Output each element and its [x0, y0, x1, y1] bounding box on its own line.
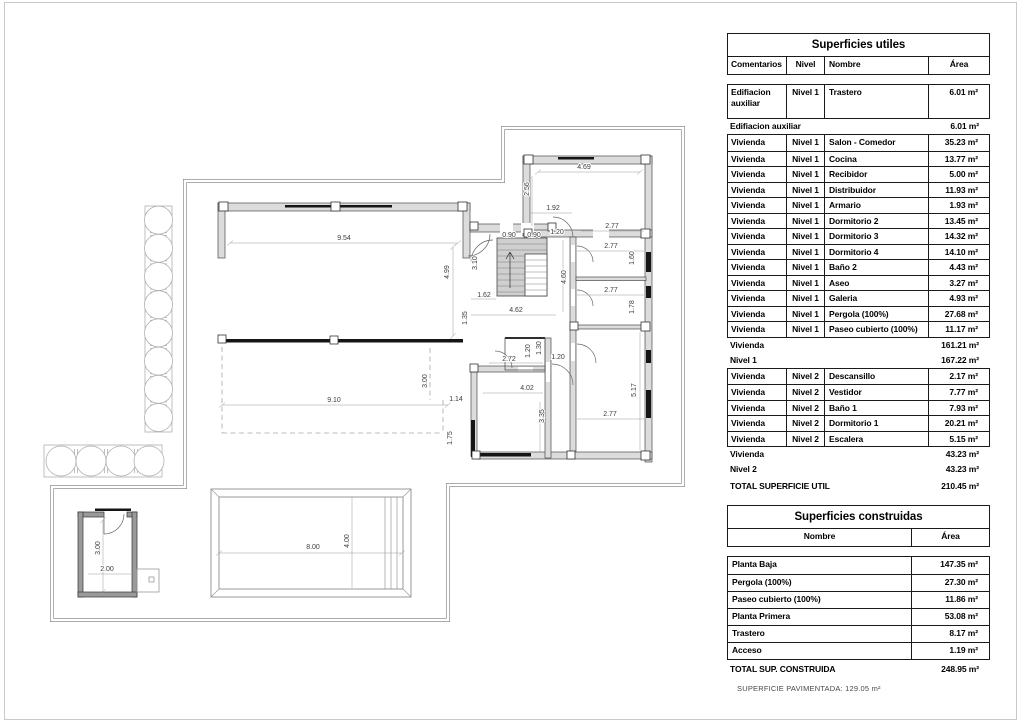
- table-row: [728, 306, 989, 322]
- table-row: [728, 135, 989, 151]
- table-row: [728, 591, 989, 608]
- dim-label: 2.77: [604, 287, 618, 294]
- cell-nivel: Nivel 1: [786, 322, 824, 337]
- summary-label: Edifiacion auxiliar: [730, 121, 801, 131]
- total-value: 210.45 m²: [941, 481, 979, 491]
- cell-nombre: Pergola (100%): [732, 577, 792, 587]
- col-header-comentarios: Comentarios: [731, 59, 782, 69]
- superficies-utiles-table: [727, 33, 990, 494]
- cell-comentarios: Vivienda: [731, 184, 766, 195]
- cell-nivel: Nivel 2: [786, 369, 824, 385]
- cell-area: 5.15 m²: [928, 432, 989, 447]
- cell-area: 6.01 m²: [928, 85, 989, 118]
- table-row: [728, 85, 989, 118]
- dim-label: 2.00: [100, 566, 114, 573]
- cell-area: 5.00 m²: [928, 167, 989, 182]
- summary-value: 6.01 m²: [950, 121, 979, 131]
- cell-area: 1.93 m²: [928, 198, 989, 213]
- cell-area: 14.10 m²: [928, 245, 989, 260]
- summary-row: [727, 338, 990, 353]
- cell-area: 7.93 m²: [928, 401, 989, 416]
- house-walls: [218, 156, 652, 462]
- dim-label: 3.35: [539, 409, 546, 423]
- summary-label: Vivienda: [730, 449, 765, 459]
- summary-value: 43.23 m²: [945, 464, 979, 474]
- cell-comentarios: Vivienda: [731, 246, 766, 257]
- col-header-area: Área: [928, 57, 989, 74]
- dim-label: 4.60: [561, 270, 568, 284]
- dim-label: 4.00: [344, 534, 351, 548]
- table-row: [728, 431, 989, 447]
- utiles-header-box: [727, 33, 990, 75]
- cell-nivel: Nivel 1: [786, 183, 824, 198]
- table-row: [728, 400, 989, 416]
- summary-label: Vivienda: [730, 339, 765, 350]
- table-row: [728, 415, 989, 431]
- cell-nivel: Nivel 1: [786, 229, 824, 244]
- dim-label: 1.35: [462, 311, 469, 325]
- cell-nivel: Nivel 2: [786, 416, 824, 431]
- col-header-nivel: Nivel: [786, 57, 824, 74]
- summary-row: [727, 462, 990, 477]
- dim-label: 4.02: [520, 385, 534, 392]
- cell-comentarios: Vivienda: [731, 137, 766, 147]
- dim-label: 1.14: [449, 396, 463, 403]
- cell-nombre: Acceso: [732, 645, 762, 655]
- dark-wall-segments: [218, 157, 651, 457]
- table-row: [728, 625, 989, 642]
- cell-comentarios: Vivienda: [731, 402, 766, 413]
- cell-area: 35.23 m²: [928, 135, 989, 151]
- construidas-column-headers: [728, 528, 989, 546]
- cell-comentarios: Vivienda: [731, 231, 766, 241]
- total-row: [727, 662, 990, 677]
- cell-nombre: Planta Baja: [732, 559, 777, 569]
- cell-comentarios: Vivienda: [731, 169, 766, 179]
- swimming-pool: [211, 489, 411, 597]
- summary-value: 43.23 m²: [945, 449, 979, 459]
- total-label: TOTAL SUPERFICIE UTIL: [730, 481, 830, 491]
- cell-nivel: Nivel 1: [786, 307, 824, 322]
- total-row: [727, 479, 990, 494]
- cell-area: 1.19 m²: [911, 643, 989, 659]
- cell-nivel: Nivel 1: [786, 276, 824, 291]
- dim-label: 3.00: [95, 541, 102, 555]
- table-row: [728, 213, 989, 229]
- cell-nivel: Nivel 1: [786, 135, 824, 151]
- table-row: [728, 290, 989, 306]
- dim-label: 1.78: [629, 300, 636, 314]
- cell-area: 13.77 m²: [928, 152, 989, 167]
- cell-nombre: Aseo: [824, 276, 928, 291]
- cell-nombre: Cocina: [824, 152, 928, 167]
- dim-label: 2.77: [603, 411, 617, 418]
- cell-area: 3.27 m²: [928, 276, 989, 291]
- cell-nivel: Nivel 1: [786, 85, 824, 118]
- cell-area: 147.35 m²: [911, 557, 989, 574]
- cell-area: 7.77 m²: [928, 385, 989, 400]
- utiles-nivel2-rows: [727, 368, 990, 448]
- trastero-door-arc: [104, 514, 124, 534]
- total-label: TOTAL SUP. CONSTRUIDA: [730, 664, 836, 674]
- cell-nombre: Descansillo: [824, 369, 928, 385]
- cell-comentarios: Vivienda: [731, 370, 766, 381]
- trastero-building: [78, 509, 159, 598]
- cell-nombre: Escalera: [824, 432, 928, 447]
- table-row: [728, 557, 989, 574]
- cell-area: 53.08 m²: [911, 609, 989, 625]
- superficies-construidas-table: [727, 505, 990, 677]
- cell-nombre: Dormitorio 4: [824, 245, 928, 260]
- cell-area: 13.45 m²: [928, 214, 989, 229]
- dim-label: 3.10: [472, 256, 479, 270]
- dim-label: 4.62: [509, 307, 523, 314]
- cell-nombre: Pergola (100%): [824, 307, 928, 322]
- terrace-dashed-outline: [222, 347, 443, 433]
- table-row: [728, 275, 989, 291]
- acceso-porch: [137, 569, 159, 592]
- cell-nombre: Distribuidor: [824, 183, 928, 198]
- pergola-columns-horizontal: [44, 445, 164, 477]
- dim-label: 3.00: [422, 374, 429, 388]
- table-row: [728, 608, 989, 625]
- pergola-columns-vertical: [145, 206, 173, 432]
- table-row: [728, 151, 989, 167]
- trastero-window: [95, 509, 131, 512]
- table-row: [728, 259, 989, 275]
- summary-label: Nivel 2: [730, 464, 757, 474]
- cell-nivel: Nivel 1: [786, 245, 824, 260]
- cell-nivel: Nivel 2: [786, 432, 824, 447]
- dim-label: 2.56: [524, 182, 531, 196]
- dim-label: 1.62: [477, 292, 491, 299]
- summary-label: Nivel 1: [730, 354, 757, 365]
- summary-value: 167.22 m²: [941, 354, 979, 365]
- cell-nombre: Galeria: [824, 291, 928, 306]
- cell-area: 11.17 m²: [928, 322, 989, 337]
- cell-nivel: Nivel 1: [786, 260, 824, 275]
- cell-area: 14.32 m²: [928, 229, 989, 244]
- table-row: [728, 244, 989, 260]
- summary-value: 161.21 m²: [941, 339, 979, 350]
- cell-comentarios: Vivienda: [731, 433, 766, 444]
- cell-comentarios: Edifiacion auxiliar: [731, 87, 771, 108]
- construidas-rows: [727, 556, 990, 660]
- dim-label: 4.69: [577, 164, 591, 171]
- table-row: [728, 197, 989, 213]
- cell-nombre: Dormitorio 3: [824, 229, 928, 244]
- cell-comentarios: Vivienda: [731, 215, 766, 226]
- cell-area: 11.86 m²: [911, 592, 989, 608]
- cell-nivel: Nivel 1: [786, 214, 824, 229]
- cell-nombre: Trastero: [824, 85, 928, 118]
- dim-label: 1.20: [550, 229, 564, 236]
- table-row: [728, 369, 989, 385]
- construidas-title: Superficies construidas: [794, 511, 923, 523]
- cell-area: 11.93 m²: [928, 183, 989, 198]
- cell-nivel: Nivel 1: [786, 291, 824, 306]
- col-header-area: Área: [911, 529, 989, 546]
- cell-nivel: Nivel 1: [786, 167, 824, 182]
- cell-comentarios: Vivienda: [731, 308, 766, 319]
- dim-label: 1.92: [546, 205, 560, 212]
- utiles-nivel1-rows: [727, 134, 990, 338]
- cell-comentarios: Vivienda: [731, 153, 766, 164]
- staircase: [497, 238, 547, 296]
- dim-label: 8.00: [306, 544, 320, 551]
- dim-label: 5.17: [631, 383, 638, 397]
- cell-nombre: Planta Primera: [732, 611, 791, 621]
- cell-comentarios: Vivienda: [731, 262, 766, 272]
- cell-nombre: Paseo cubierto (100%): [732, 594, 821, 604]
- dim-label: 2.77: [605, 223, 619, 230]
- cell-area: 27.68 m²: [928, 307, 989, 322]
- pavimentada-note: SUPERFICIE PAVIMENTADA: 129.05 m²: [737, 684, 881, 693]
- cell-area: 4.93 m²: [928, 291, 989, 306]
- summary-row: [727, 353, 990, 368]
- cell-comentarios: Vivienda: [731, 200, 766, 210]
- col-header-nombre: Nombre: [803, 531, 836, 541]
- cell-nombre: Baño 1: [824, 401, 928, 416]
- cell-nombre: Paseo cubierto (100%): [824, 322, 928, 337]
- utiles-title: Superficies utiles: [811, 39, 906, 51]
- dim-label: 1.20: [525, 344, 532, 358]
- cell-nombre: Baño 2: [824, 260, 928, 275]
- dim-label: 9.10: [327, 397, 341, 404]
- dim-label: 0.90: [502, 232, 516, 239]
- col-header-nombre: Nombre: [824, 57, 928, 74]
- cell-comentarios: Vivienda: [731, 293, 766, 303]
- dim-label: 1.75: [447, 431, 454, 445]
- utiles-column-headers: [728, 56, 989, 74]
- dim-label: 4.99: [444, 265, 451, 279]
- dim-label: 1.30: [536, 341, 543, 355]
- cell-nivel: Nivel 1: [786, 198, 824, 213]
- cell-nombre: Salon - Comedor: [824, 135, 928, 151]
- dim-label: 1.20: [551, 354, 565, 361]
- wall-posts: [218, 155, 650, 460]
- cell-comentarios: Vivienda: [731, 418, 766, 428]
- cell-area: 20.21 m²: [928, 416, 989, 431]
- table-row: [728, 228, 989, 244]
- cell-nivel: Nivel 2: [786, 385, 824, 400]
- dim-label: 0.90: [527, 232, 541, 239]
- cell-nombre: Vestidor: [824, 385, 928, 400]
- construidas-header-box: [727, 505, 990, 547]
- cell-nombre: Dormitorio 2: [824, 214, 928, 229]
- cell-nombre: Trastero: [732, 628, 765, 638]
- dimension-labels: [95, 164, 638, 573]
- cell-area: 8.17 m²: [911, 626, 989, 642]
- cell-nivel: Nivel 2: [786, 401, 824, 416]
- summary-row: [727, 447, 990, 462]
- cell-comentarios: Vivienda: [731, 387, 766, 397]
- cell-nombre: Recibidor: [824, 167, 928, 182]
- cell-nivel: Nivel 1: [786, 152, 824, 167]
- table-row: [728, 321, 989, 337]
- cell-nombre: Armario: [824, 198, 928, 213]
- cell-comentarios: Vivienda: [731, 324, 766, 334]
- table-row: [728, 166, 989, 182]
- cell-nombre: Dormitorio 1: [824, 416, 928, 431]
- total-value: 248.95 m²: [941, 664, 979, 674]
- summary-row: [727, 119, 990, 134]
- cell-comentarios: Vivienda: [731, 277, 766, 288]
- cell-area: 2.17 m²: [928, 369, 989, 385]
- dim-label: 9.54: [337, 235, 351, 242]
- cell-area: 27.30 m²: [911, 575, 989, 591]
- dim-label: 2.72: [502, 356, 516, 363]
- table-row: [728, 574, 989, 591]
- table-row: [728, 384, 989, 400]
- table-row: [728, 642, 989, 659]
- table-row: [728, 182, 989, 198]
- cell-area: 4.43 m²: [928, 260, 989, 275]
- site-boundary: [52, 128, 683, 620]
- dim-label: 2.77: [604, 243, 618, 250]
- dim-label: 1.60: [629, 251, 636, 265]
